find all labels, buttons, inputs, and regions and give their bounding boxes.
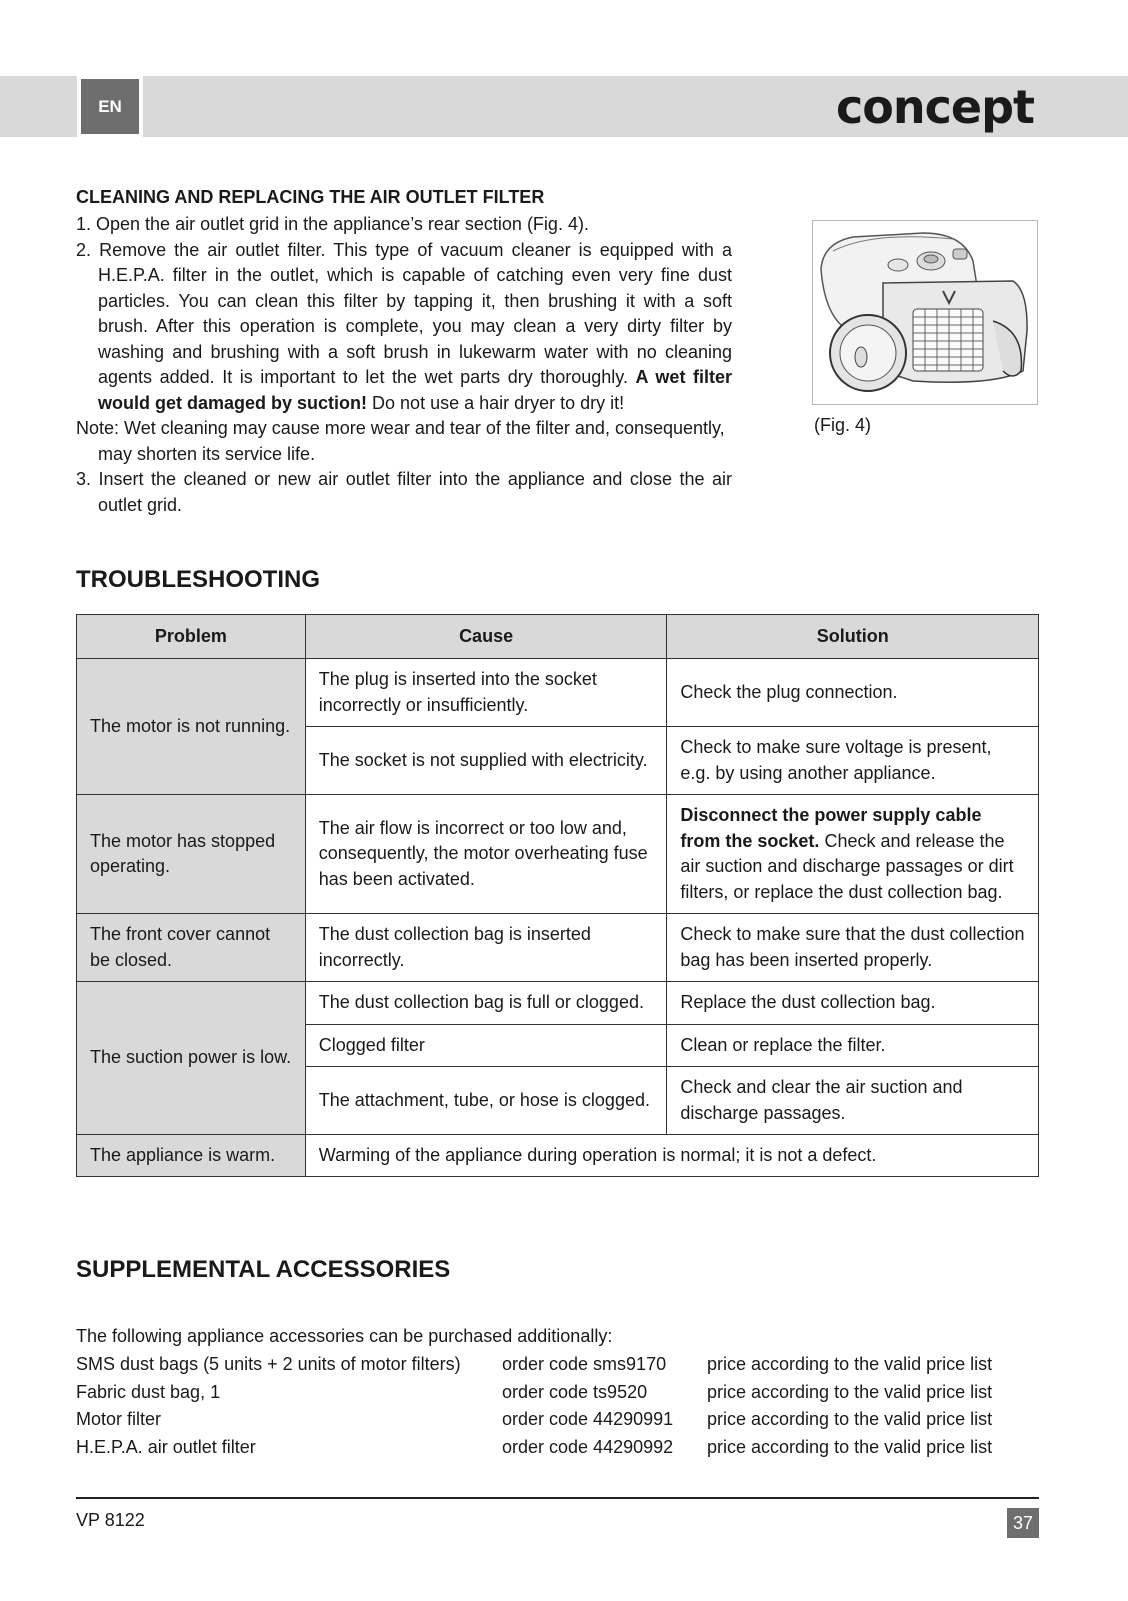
problem-cell: The suction power is low. bbox=[77, 982, 306, 1135]
step-2: 2. Remove the air outlet filter. This type of vacuum cleaner is equipped with a H.E.P.A. filter in the outlet, which is capable of catching even very fine dust particles. You can clean this filter by tapping it, then brushing it with a soft brush. After this operation is complete, you may clean a very dirty filter by washing and brushing with a soft brush in lukewarm water with no cleaning agents added. It is important to let the wet parts dry thoroughly. A wet filter would get damaged by suction! Do not use a hair dryer to dry it! bbox=[76, 239, 732, 413]
cause-cell: The air flow is incorrect or too low and, consequently, the motor overheating fuse has been activated. bbox=[305, 795, 667, 914]
cause-cell: The attachment, tube, or hose is clogged. bbox=[305, 1067, 667, 1135]
brand-logo: concept bbox=[835, 80, 1034, 134]
troubleshooting-heading: TROUBLESHOOTING bbox=[76, 566, 320, 593]
cause-cell: Clogged filter bbox=[305, 1025, 667, 1067]
solution-cell: Check and clear the air suction and discharge passages. bbox=[667, 1067, 1039, 1135]
problem-cell: The appliance is warm. bbox=[77, 1135, 306, 1177]
accessory-name: Fabric dust bag, 1 bbox=[76, 1382, 221, 1402]
filter-instructions bbox=[76, 212, 732, 518]
model-number: VP 8122 bbox=[76, 1510, 145, 1530]
cause-cell: The dust collection bag is full or clogged. bbox=[305, 982, 667, 1025]
accessories-heading: SUPPLEMENTAL ACCESSORIES bbox=[76, 1256, 451, 1283]
table-row bbox=[77, 914, 1039, 982]
solution-cell: Check to make sure that the dust collection bag has been inserted properly. bbox=[667, 914, 1039, 982]
troubleshooting-table bbox=[76, 614, 1039, 1177]
accessory-name: Motor filter bbox=[76, 1409, 162, 1429]
accessory-code: order code 44290992 bbox=[502, 1437, 674, 1457]
list-item bbox=[76, 1382, 1039, 1409]
accessory-price: price according to the valid price list bbox=[707, 1409, 993, 1429]
accessories-intro: The following appliance accessories can be purchased additionally: bbox=[76, 1326, 613, 1346]
solution-cell: Check the plug connection. bbox=[667, 659, 1039, 727]
accessory-price: price according to the valid price list bbox=[707, 1437, 993, 1457]
problem-cell: The front cover cannot be closed. bbox=[77, 914, 306, 982]
list-item bbox=[76, 1409, 1039, 1436]
accessory-code: order code ts9520 bbox=[502, 1382, 648, 1402]
table-row bbox=[77, 795, 1039, 914]
step-3: 3. Insert the cleaned or new air outlet filter into the appliance and close the air outlet grid. bbox=[76, 469, 732, 515]
warning-text: A wet filter would get damaged by suction! bbox=[98, 367, 732, 413]
header-problem: Problem bbox=[77, 615, 306, 659]
cause-cell: Warming of the appliance during operation is normal; it is not a defect. bbox=[305, 1135, 1038, 1177]
accessory-price: price according to the valid price list bbox=[707, 1354, 993, 1374]
list-item bbox=[76, 1437, 1039, 1464]
table-row bbox=[77, 659, 1039, 727]
solution-cell: Clean or replace the filter. bbox=[667, 1025, 1039, 1067]
accessory-code: order code sms9170 bbox=[502, 1354, 667, 1374]
solution-cell: Disconnect the power supply cable from the socket. Check and release the air suction and discharge passages or dirt filters, or replace the dust collection bag. bbox=[667, 795, 1039, 914]
solution-cell: Check to make sure voltage is present, e.g. by using another appliance. bbox=[667, 727, 1039, 795]
note: Note: Wet cleaning may cause more wear and tear of the filter and, consequently, may shorten its service life. bbox=[76, 418, 725, 464]
problem-cell: The motor has stopped operating. bbox=[77, 795, 306, 914]
header-cause: Cause bbox=[305, 615, 667, 659]
vacuum-cleaner-figure bbox=[812, 220, 1038, 405]
table-header-row bbox=[77, 615, 1039, 659]
table-row bbox=[77, 1135, 1039, 1177]
cause-cell: The dust collection bag is inserted incorrectly. bbox=[305, 914, 667, 982]
vacuum-cleaner-drawing bbox=[813, 221, 1036, 403]
footer-divider bbox=[76, 1497, 1039, 1499]
accessory-price: price according to the valid price list bbox=[707, 1382, 993, 1402]
cause-cell: The plug is inserted into the socket incorrectly or insufficiently. bbox=[305, 659, 667, 727]
table-row bbox=[77, 982, 1039, 1025]
accessory-code: order code 44290991 bbox=[502, 1409, 674, 1429]
list-item bbox=[76, 1354, 1039, 1381]
header-solution: Solution bbox=[667, 615, 1039, 659]
accessory-name: H.E.P.A. air outlet filter bbox=[76, 1437, 256, 1457]
page-number: 37 bbox=[1007, 1508, 1039, 1538]
solution-cell: Replace the dust collection bag. bbox=[667, 982, 1039, 1025]
step-1: 1. Open the air outlet grid in the appliance’s rear section (Fig. 4). bbox=[76, 214, 589, 234]
problem-cell: The motor is not running. bbox=[77, 659, 306, 795]
accessory-name: SMS dust bags (5 units + 2 units of motor filters) bbox=[76, 1354, 461, 1374]
filter-section-title: CLEANING AND REPLACING THE AIR OUTLET FILTER bbox=[76, 187, 545, 207]
language-tab: EN bbox=[81, 79, 139, 134]
solution-bold-text: Disconnect the power supply cable from the socket. bbox=[680, 805, 982, 851]
cause-cell: The socket is not supplied with electricity. bbox=[305, 727, 667, 795]
figure-caption: (Fig. 4) bbox=[814, 415, 872, 435]
